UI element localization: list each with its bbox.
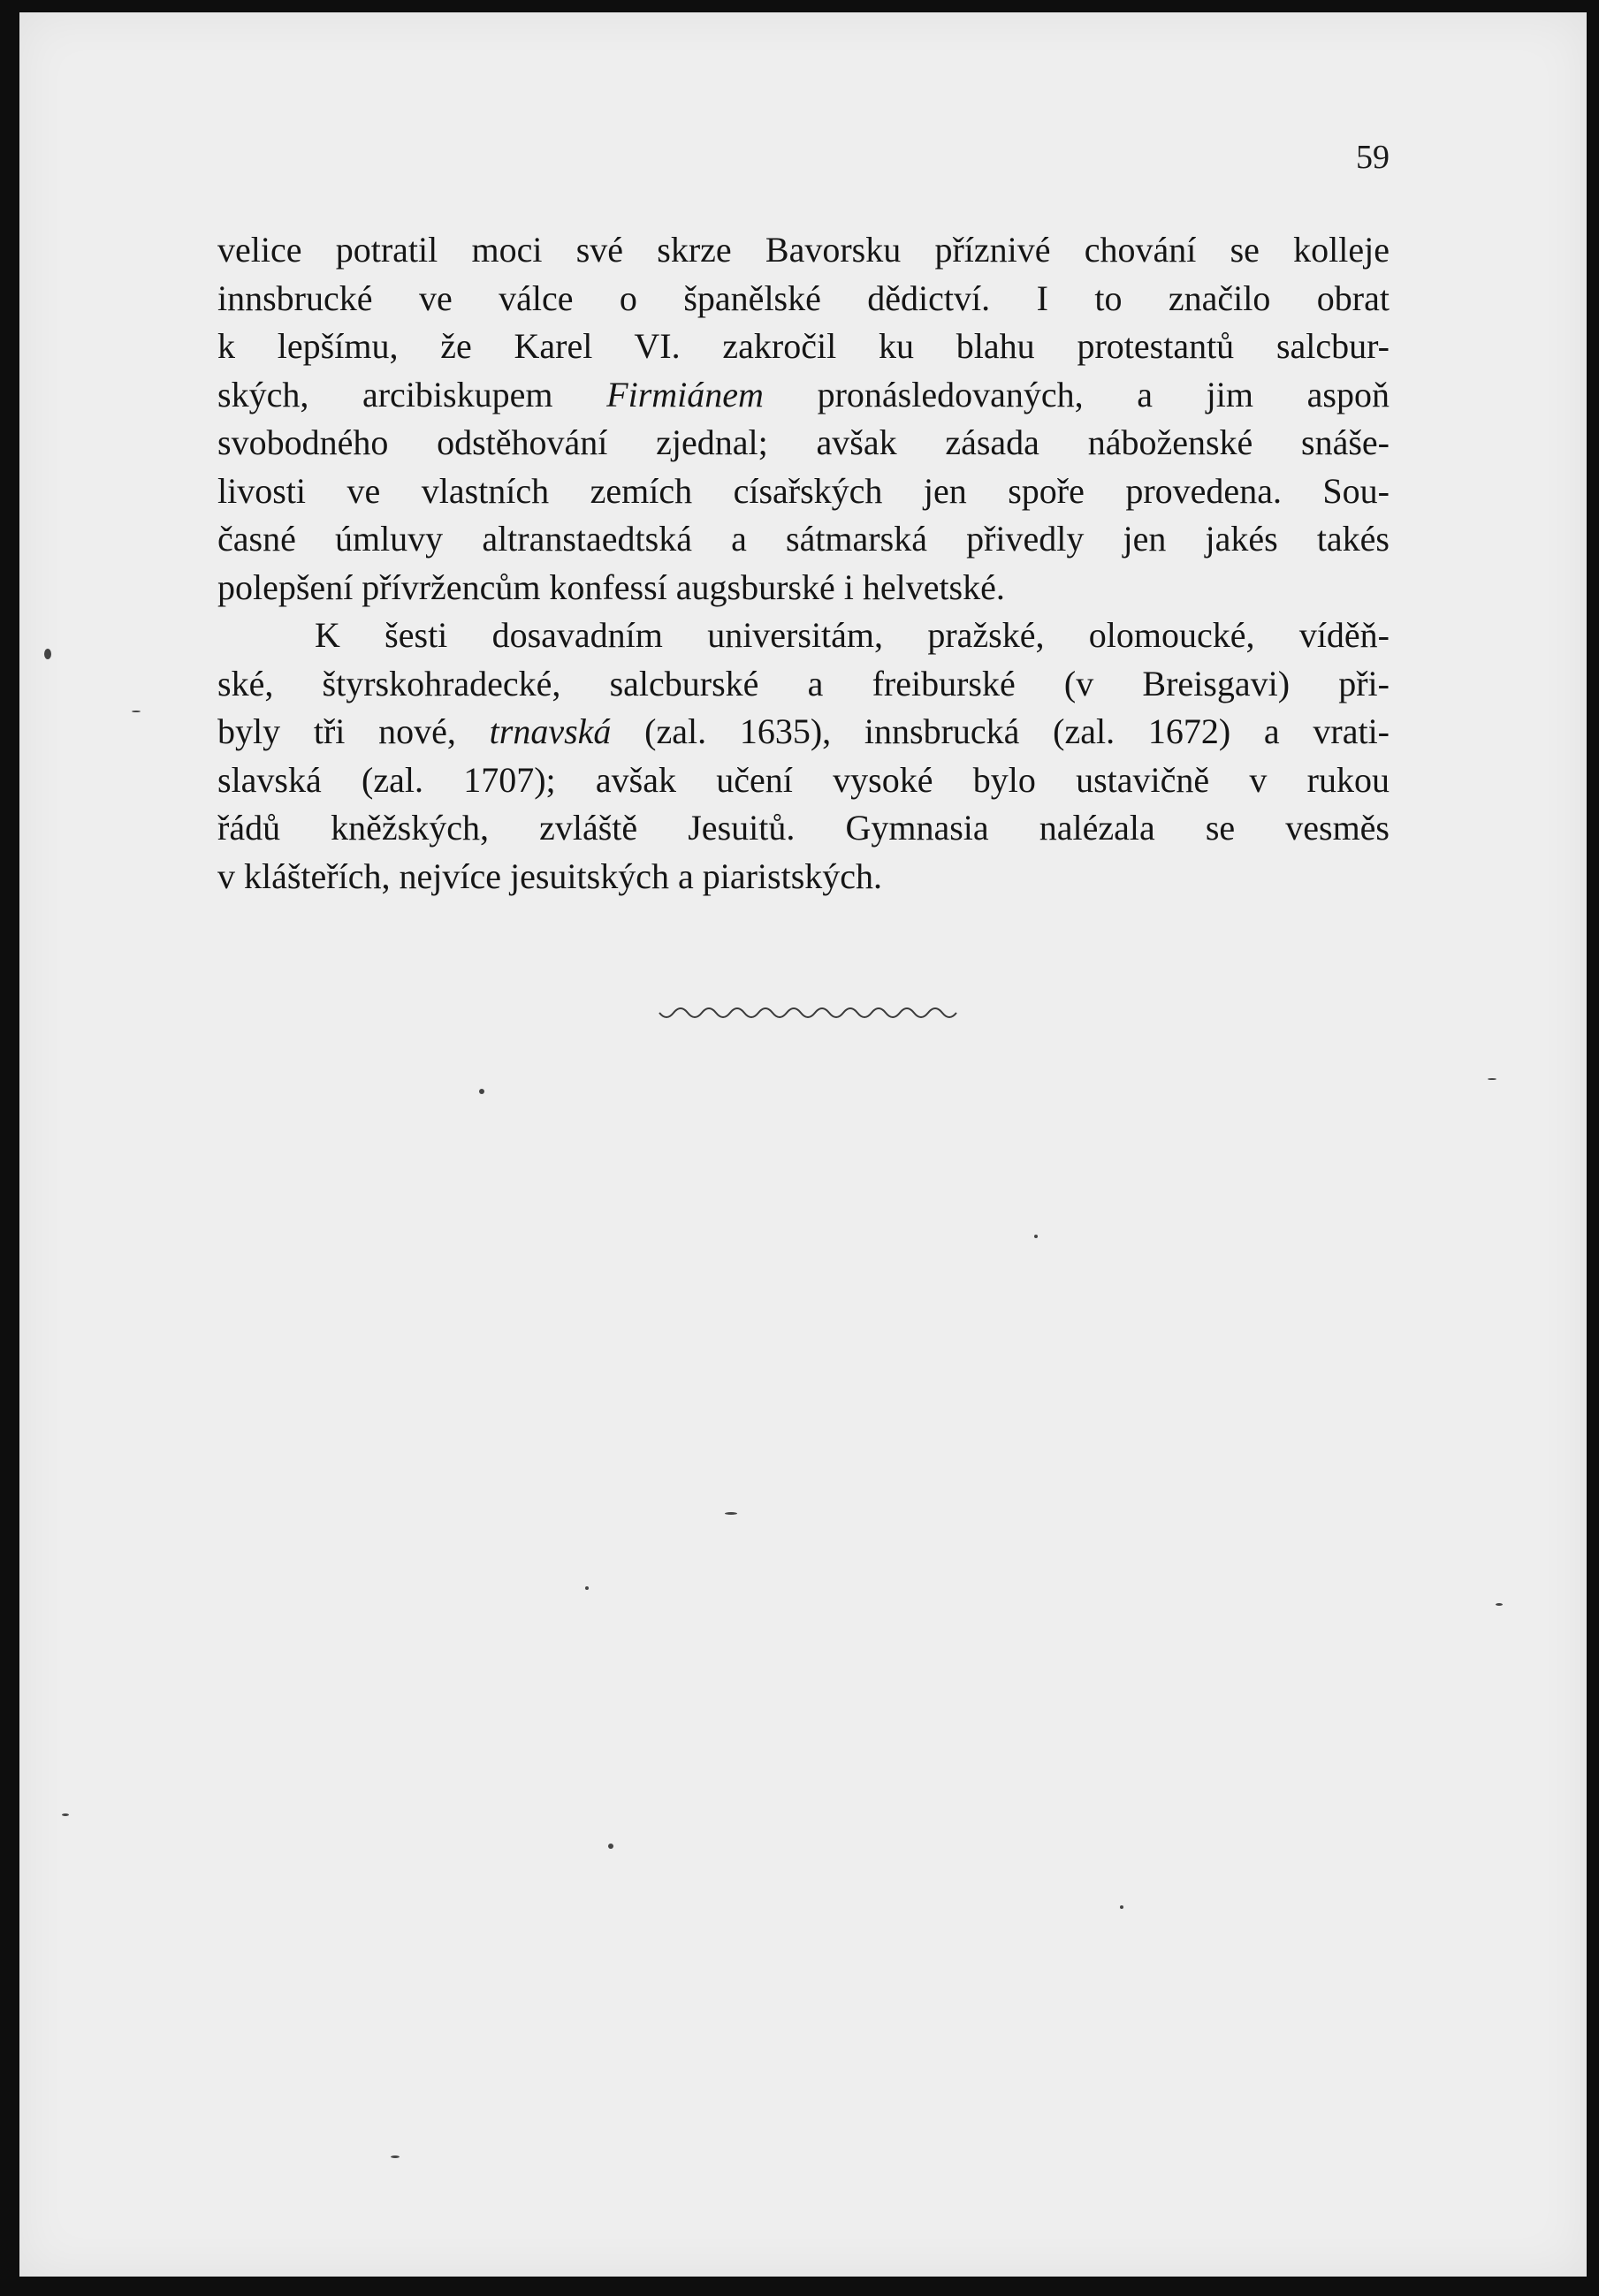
text-segment: pronásledovaných, a jim aspoň	[763, 374, 1390, 414]
text-line: časné úmluvy altranstaedtská a sátmarská přivedly jen jakés takés	[217, 519, 1390, 559]
scan-speck	[1496, 1603, 1503, 1606]
body-text	[217, 226, 1390, 901]
scan-speck	[62, 1813, 69, 1816]
text-line	[217, 708, 1390, 756]
page-number: 59	[1356, 139, 1390, 176]
italic-name: Firmiánem	[606, 374, 764, 414]
text-line: innsbrucké ve válce o španělské dědictví. I to značilo obrat	[217, 277, 1390, 318]
scan-speck	[1488, 1078, 1496, 1080]
scan-speck	[479, 1089, 484, 1094]
text-line: polepšení přívržencům konfessí augsburské i helvetské.	[217, 566, 1005, 607]
scan-speck	[44, 649, 51, 659]
text-line: ské, štyrskohradecké, salcburské a freiburské (v Breisgavi) při-	[217, 663, 1390, 703]
scan-speck	[1034, 1235, 1038, 1238]
text-segment: byly tři nové,	[217, 711, 490, 751]
text-line: slavská (zal. 1707); avšak učení vysoké bylo ustavičně v rukou	[217, 759, 1390, 800]
scan-speck	[391, 2155, 400, 2158]
text-line: k lepšímu, že Karel VI. zakročil ku blahu protestantů salcbur-	[217, 326, 1390, 366]
scan-speck	[1120, 1905, 1123, 1909]
scan-speck	[608, 1844, 613, 1849]
text-line: K šesti dosavadním universitám, pražské, olomoucké, víděň-	[315, 615, 1390, 655]
text-line: v klášteřích, nejvíce jesuitských a piaristských.	[217, 855, 883, 896]
text-segment: (zal. 1635), innsbrucká (zal. 1672) a vrati-	[611, 711, 1390, 751]
text-line: livosti ve vlastních zemích císařských jen spoře provedena. Sou-	[217, 470, 1390, 511]
scan-speck	[132, 711, 141, 712]
wavy-rule-ornament-icon	[658, 1004, 962, 1025]
scan-speck	[725, 1512, 737, 1515]
text-line: svobodného odstěhování zjednal; avšak zásada náboženské snáše-	[217, 422, 1390, 462]
text-segment: ských, arcibiskupem	[217, 374, 607, 414]
text-line	[217, 371, 1390, 420]
italic-name: trnavská	[489, 711, 612, 751]
scan-speck	[585, 1586, 589, 1590]
book-page	[19, 12, 1587, 2277]
text-line: velice potratil moci své skrze Bavorsku příznivé chování se kolleje	[217, 230, 1390, 270]
text-line: řádů kněžských, zvláště Jesuitů. Gymnasia nalézala se vesměs	[217, 808, 1390, 848]
